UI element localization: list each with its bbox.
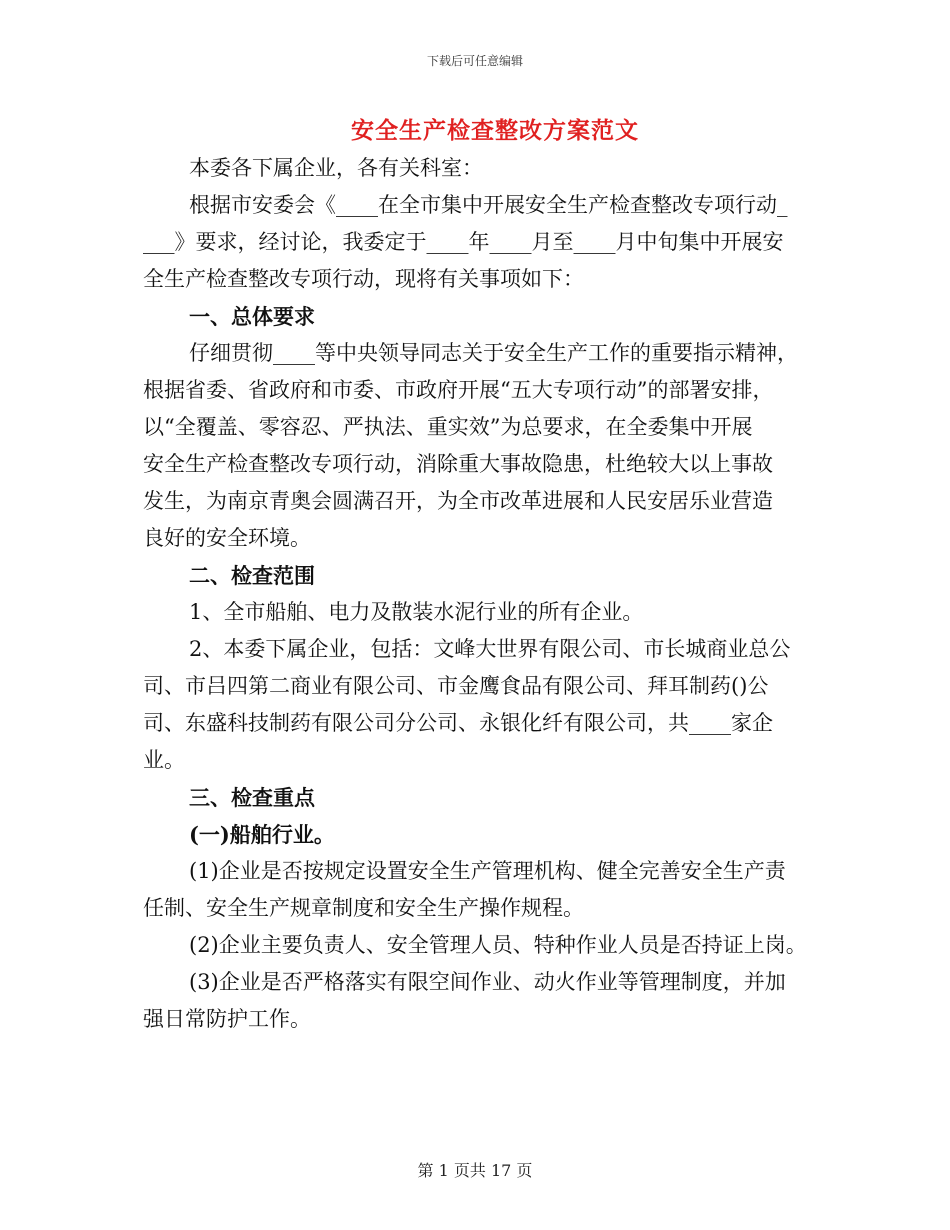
- document-body: [143, 150, 807, 1038]
- salutation-line: 本委各下属企业，各有关科室：: [189, 156, 483, 180]
- body-line: 司、东盛科技制药有限公司分公司、永银化纤有限公司，共____家企: [143, 711, 773, 735]
- body-line: 1、全市船舶、电力及散装水泥行业的所有企业。: [189, 600, 644, 624]
- body-line: (1)企业是否按规定设置安全生产管理机构、健全完善安全生产责: [189, 859, 786, 883]
- body-line: 仔细贯彻____等中央领导同志关于安全生产工作的重要指示精神，: [189, 341, 798, 365]
- section-heading-2: 二、检查范围: [189, 563, 315, 588]
- header-note: 下载后可任意编辑: [426, 54, 523, 68]
- body-line: 任制、安全生产规章制度和安全生产操作规程。: [143, 896, 584, 920]
- body-line: 发生，为南京青奥会圆满召开，为全市改革进展和人民安居乐业营造: [143, 489, 773, 513]
- section-heading-3: 三、检查重点: [189, 785, 315, 810]
- subsection-heading: (一)船舶行业。: [189, 822, 335, 847]
- body-line: 安全生产检查整改专项行动，消除重大事故隐患，杜绝较大以上事故: [143, 452, 773, 476]
- body-line: 司、市吕四第二商业有限公司、市金鹰食品有限公司、拜耳制药()公: [143, 674, 769, 698]
- body-line: 根据市安委会《____在全市集中开展安全生产检查整改专项行动_: [189, 193, 788, 217]
- body-line: 以“全覆盖、零容忍、严执法、重实效”为总要求，在全委集中开展: [143, 415, 753, 439]
- body-line: 全生产检查整改专项行动，现将有关事项如下：: [143, 267, 584, 291]
- body-line: (2)企业主要负责人、安全管理人员、特种作业人员是否持证上岗。: [189, 933, 807, 957]
- body-line: 强日常防护工作。: [143, 1007, 311, 1031]
- body-line: ___》要求，经讨论，我委定于____年____月至____月中旬集中开展安: [143, 230, 784, 254]
- document-title: 安全生产检查整改方案范文: [351, 117, 639, 144]
- body-line: 2、本委下属企业，包括：文峰大世界有限公司、市长城商业总公: [189, 637, 791, 661]
- body-line: 根据省委、省政府和市委、市政府开展“五大专项行动”的部署安排，: [143, 378, 774, 402]
- page-footer: 第 1 页共 17 页: [417, 1161, 533, 1180]
- body-line: 良好的安全环境。: [143, 526, 311, 550]
- body-line: (3)企业是否严格落实有限空间作业、动火作业等管理制度，并加: [189, 970, 786, 994]
- section-heading-1: 一、总体要求: [189, 304, 315, 329]
- body-line: 业。: [143, 748, 185, 772]
